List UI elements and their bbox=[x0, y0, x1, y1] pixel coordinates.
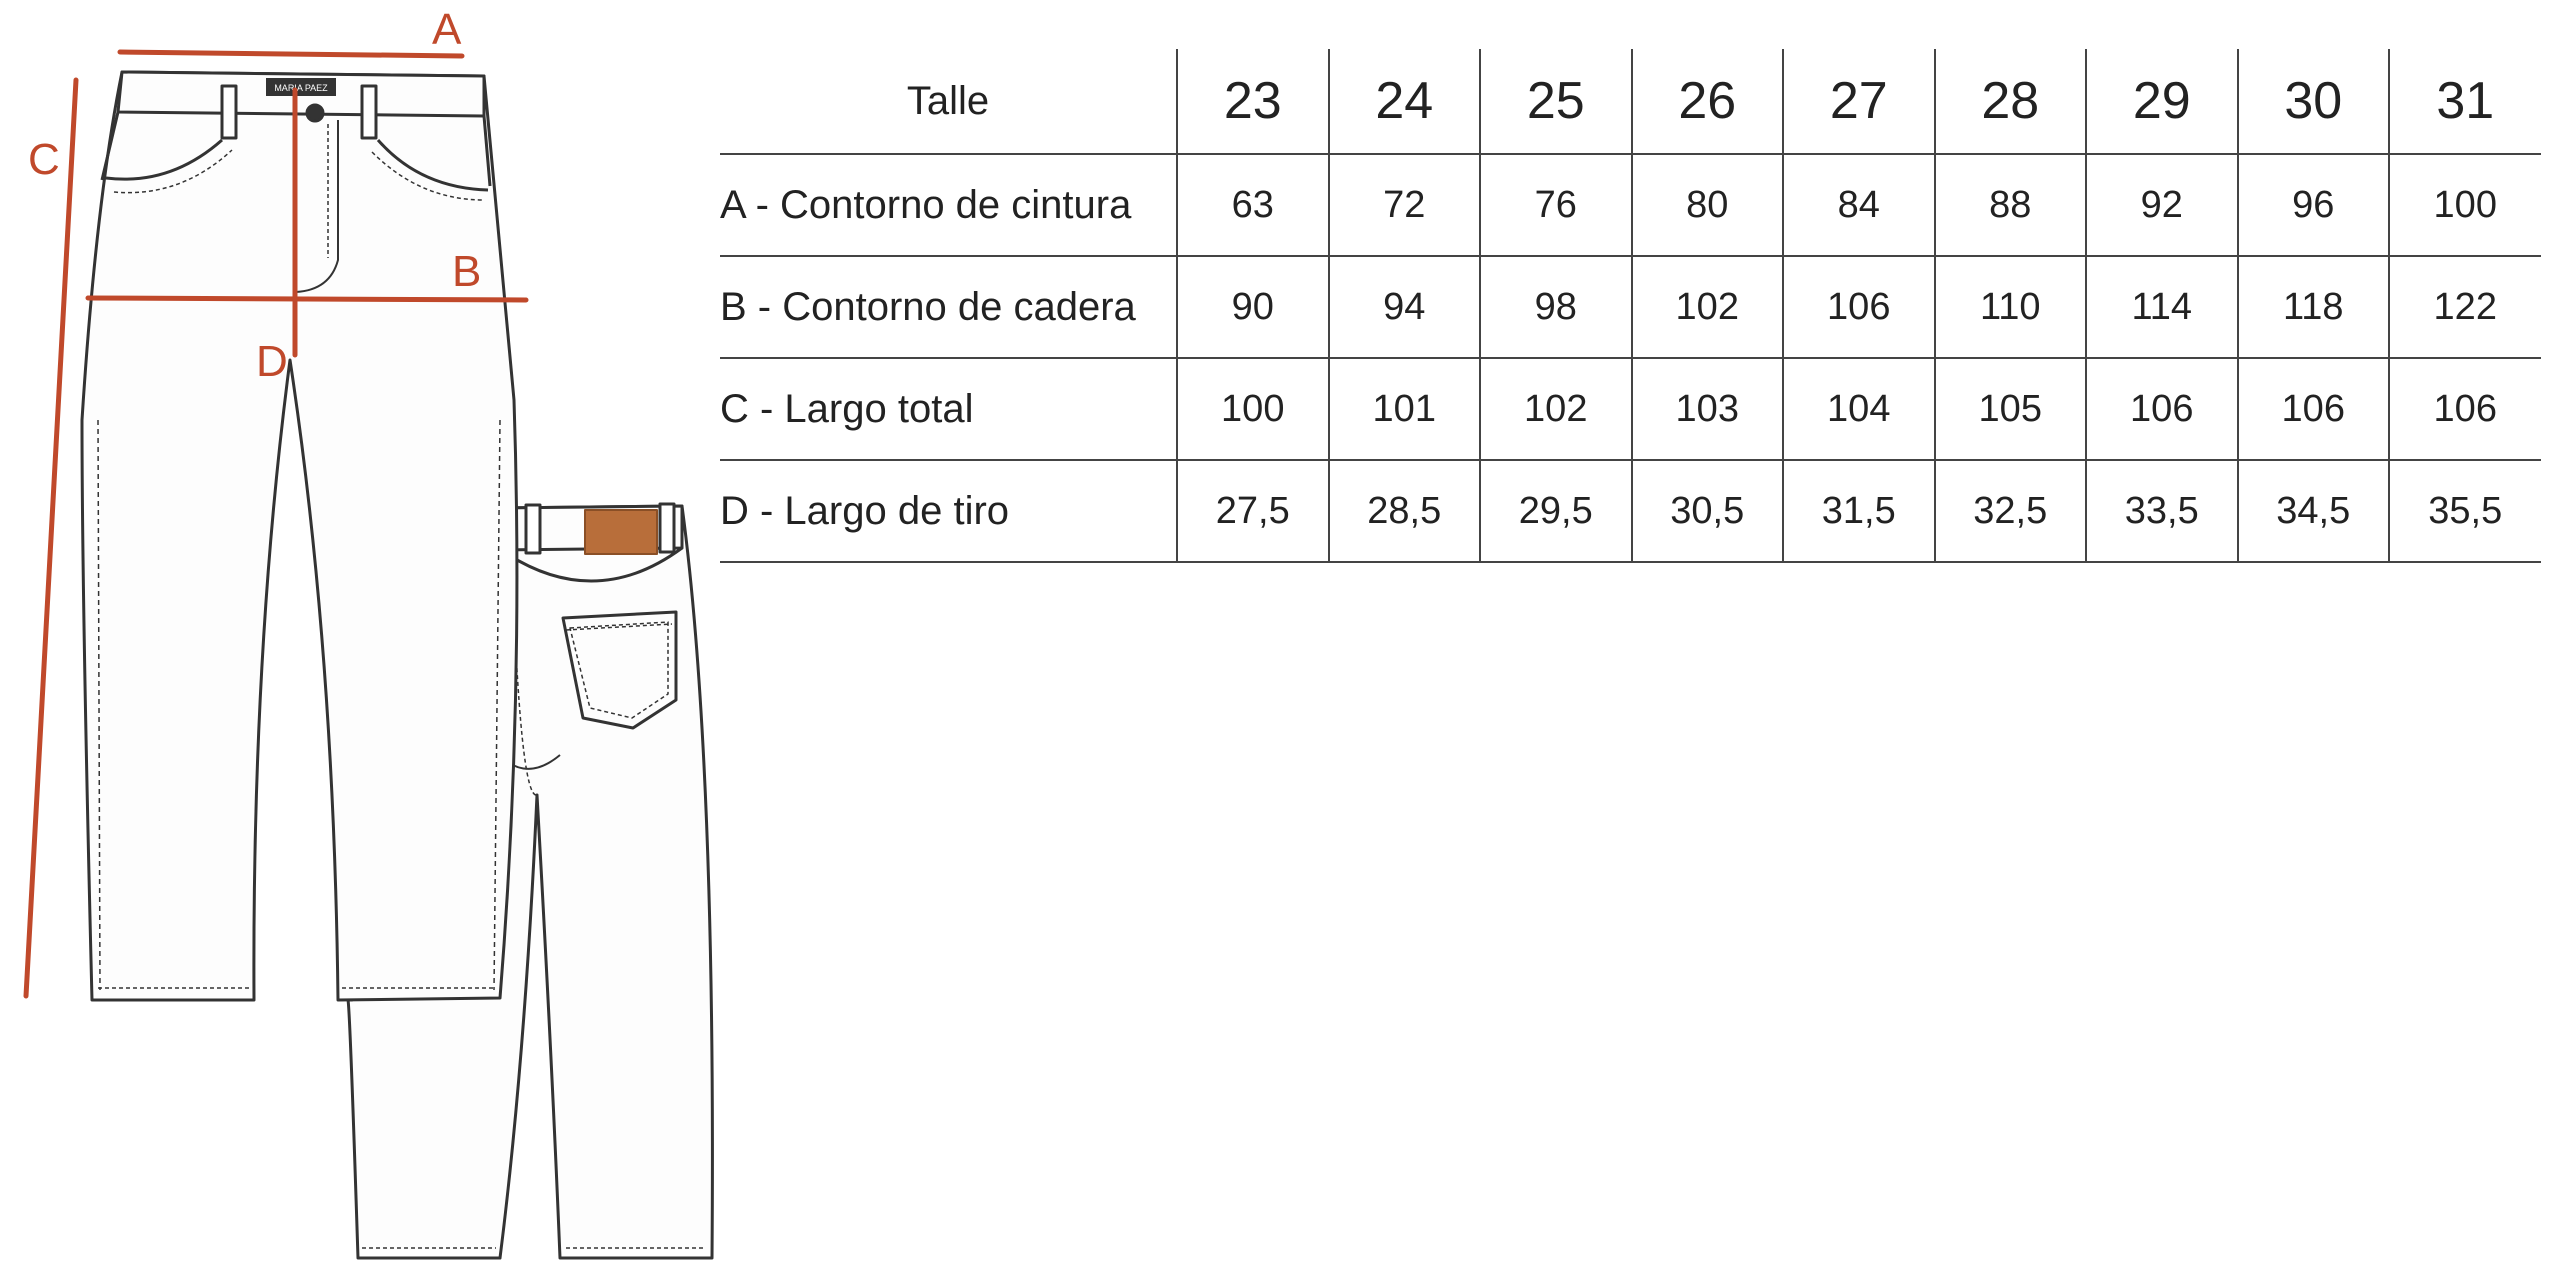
size-header-cell: 24 bbox=[1329, 49, 1481, 154]
table-cell: 90 bbox=[1177, 256, 1329, 358]
table-cell: 34,5 bbox=[2238, 460, 2390, 562]
table-cell: 118 bbox=[2238, 256, 2390, 358]
table-cell: 88 bbox=[1935, 154, 2087, 256]
row-label-rise: D - Largo de tiro bbox=[720, 460, 1177, 562]
table-row bbox=[720, 358, 2541, 460]
table-cell: 63 bbox=[1177, 154, 1329, 256]
size-header-cell: 26 bbox=[1632, 49, 1784, 154]
size-header-cell: 27 bbox=[1783, 49, 1935, 154]
size-header-cell: 25 bbox=[1480, 49, 1632, 154]
row-label-waist: A - Contorno de cintura bbox=[720, 154, 1177, 256]
table-cell: 122 bbox=[2389, 256, 2541, 358]
table-cell: 27,5 bbox=[1177, 460, 1329, 562]
table-row bbox=[720, 460, 2541, 562]
table-cell: 110 bbox=[1935, 256, 2087, 358]
table-cell: 80 bbox=[1632, 154, 1784, 256]
table-row bbox=[720, 256, 2541, 358]
size-header-cell: 30 bbox=[2238, 49, 2390, 154]
table-cell: 32,5 bbox=[1935, 460, 2087, 562]
jeans-measurement-diagram bbox=[0, 0, 720, 1269]
table-cell: 92 bbox=[2086, 154, 2238, 256]
table-cell: 28,5 bbox=[1329, 460, 1481, 562]
table-cell: 105 bbox=[1935, 358, 2087, 460]
row-label-total-length: C - Largo total bbox=[720, 358, 1177, 460]
table-cell: 104 bbox=[1783, 358, 1935, 460]
size-header-cell: 28 bbox=[1935, 49, 2087, 154]
size-header-corner: Talle bbox=[720, 49, 1177, 154]
jeans-front-view bbox=[82, 72, 517, 1000]
table-cell: 103 bbox=[1632, 358, 1784, 460]
table-cell: 101 bbox=[1329, 358, 1481, 460]
table-cell: 106 bbox=[2238, 358, 2390, 460]
table-cell: 29,5 bbox=[1480, 460, 1632, 562]
table-cell: 76 bbox=[1480, 154, 1632, 256]
size-header-cell: 23 bbox=[1177, 49, 1329, 154]
size-header-cell: 29 bbox=[2086, 49, 2238, 154]
row-label-hip: B - Contorno de cadera bbox=[720, 256, 1177, 358]
measure-label-d: D bbox=[256, 337, 288, 386]
svg-text:MARIA PAEZ: MARIA PAEZ bbox=[274, 83, 328, 93]
table-cell: 94 bbox=[1329, 256, 1481, 358]
table-cell: 98 bbox=[1480, 256, 1632, 358]
measure-line-c bbox=[26, 80, 76, 996]
measure-label-b: B bbox=[452, 247, 482, 296]
measure-line-b bbox=[88, 298, 526, 300]
table-row bbox=[720, 154, 2541, 256]
table-cell: 106 bbox=[2389, 358, 2541, 460]
table-cell: 106 bbox=[2086, 358, 2238, 460]
size-table bbox=[720, 49, 2541, 563]
table-cell: 33,5 bbox=[2086, 460, 2238, 562]
table-cell: 96 bbox=[2238, 154, 2390, 256]
table-cell: 102 bbox=[1480, 358, 1632, 460]
table-cell: 106 bbox=[1783, 256, 1935, 358]
table-cell: 30,5 bbox=[1632, 460, 1784, 562]
table-cell: 100 bbox=[1177, 358, 1329, 460]
size-header-row bbox=[720, 49, 2541, 154]
table-cell: 35,5 bbox=[2389, 460, 2541, 562]
measure-line-a bbox=[120, 52, 462, 56]
table-cell: 102 bbox=[1632, 256, 1784, 358]
measure-label-a: A bbox=[432, 5, 462, 54]
table-cell: 114 bbox=[2086, 256, 2238, 358]
table-cell: 31,5 bbox=[1783, 460, 1935, 562]
size-header-cell: 31 bbox=[2389, 49, 2541, 154]
table-cell: 72 bbox=[1329, 154, 1481, 256]
measure-label-c: C bbox=[28, 135, 60, 184]
table-cell: 84 bbox=[1783, 154, 1935, 256]
table-cell: 100 bbox=[2389, 154, 2541, 256]
